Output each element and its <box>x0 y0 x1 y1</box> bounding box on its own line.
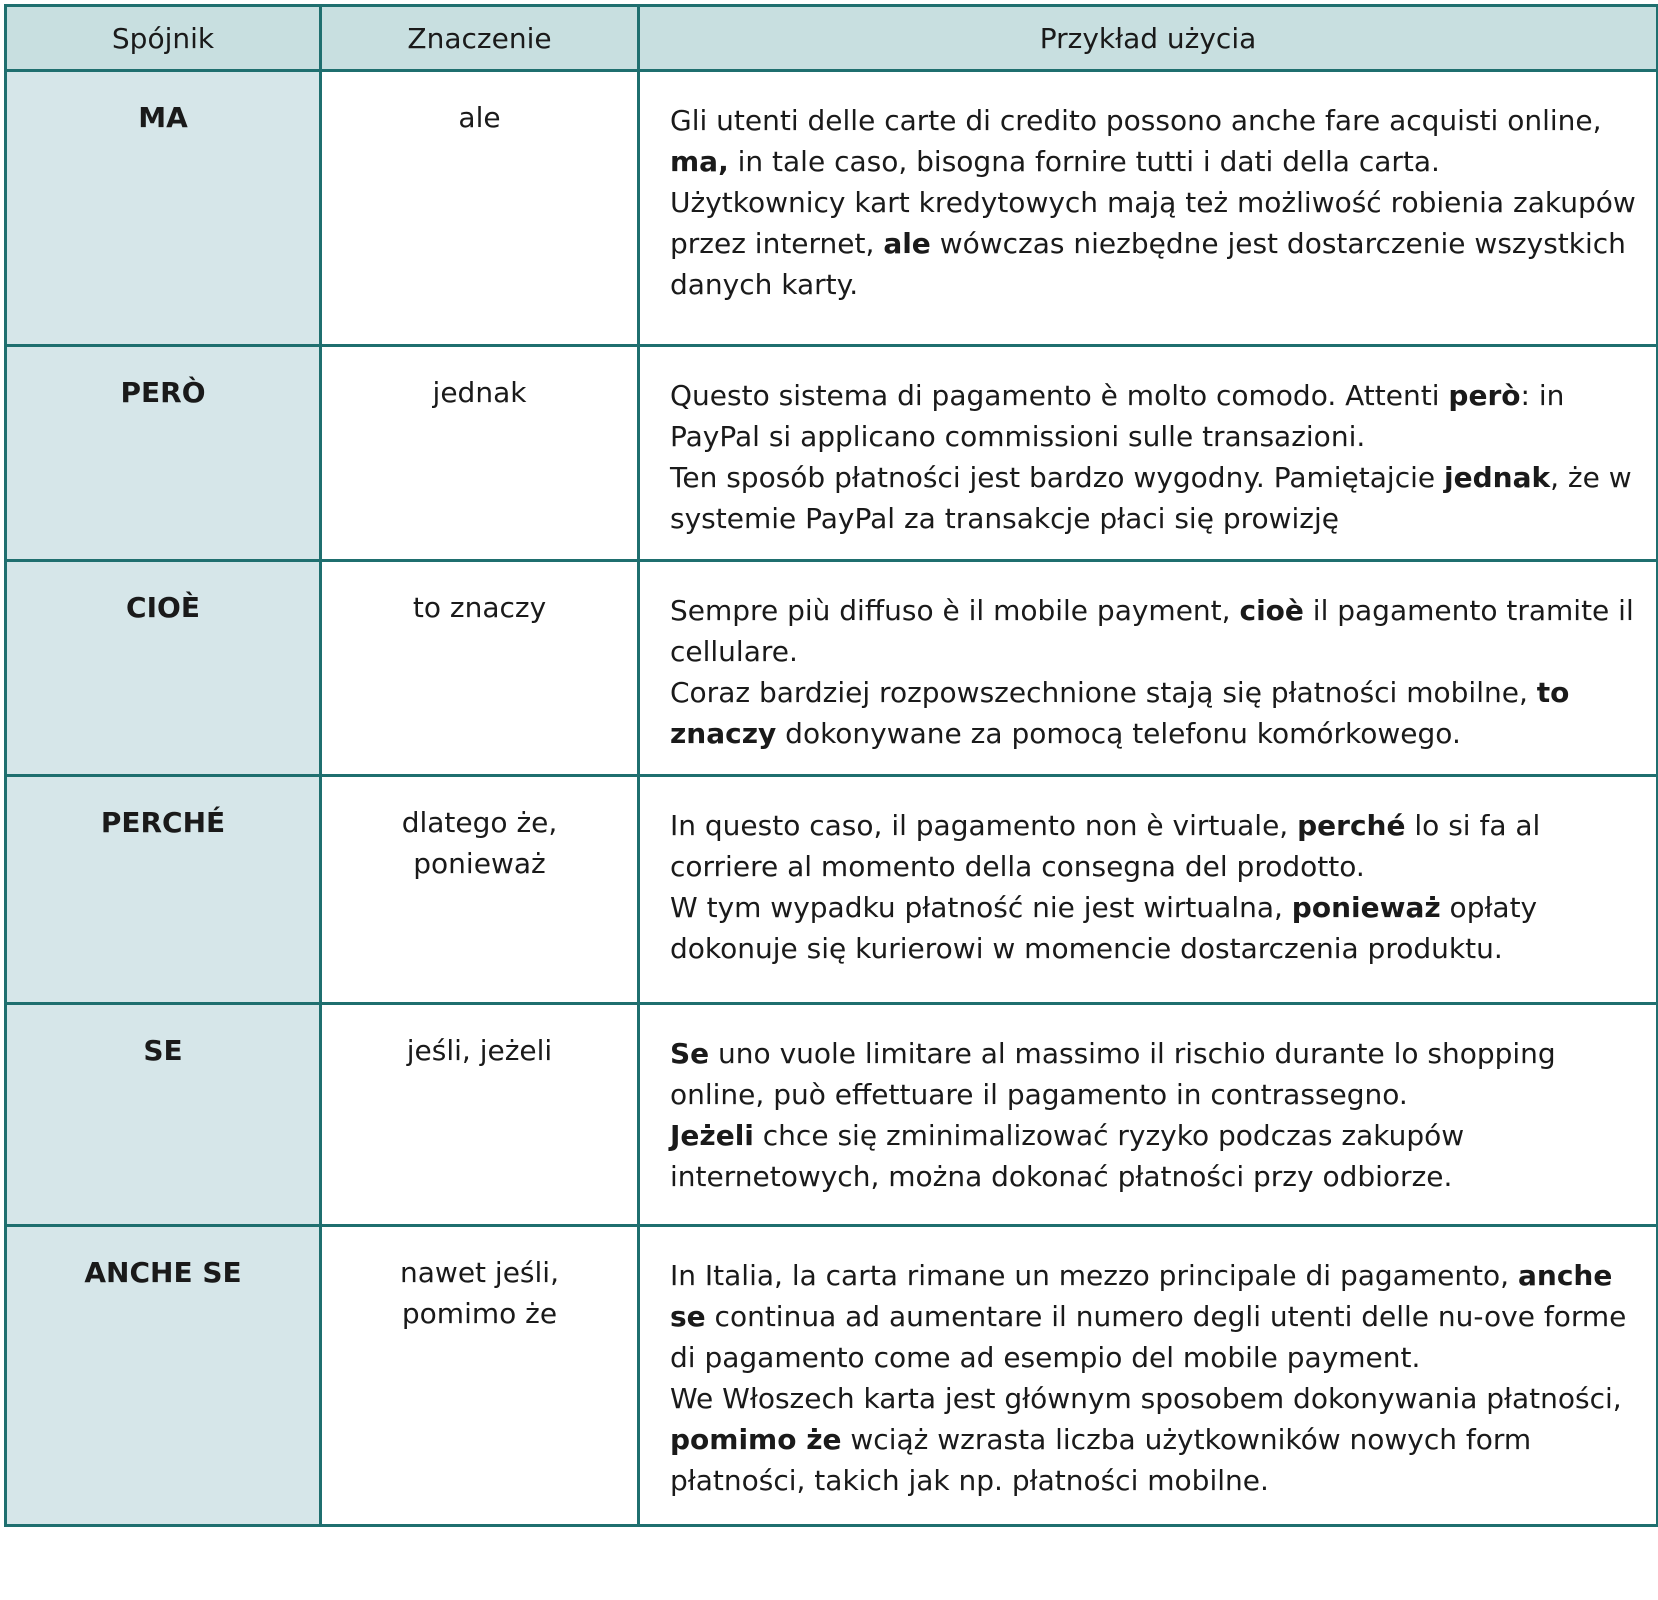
header-row <box>6 6 1658 71</box>
example-text: In Italia, la carta rimane un mezzo principale di pagamento, <box>670 1259 1518 1292</box>
conjunction-cell: PERCHÉ <box>6 776 321 1004</box>
example-keyword: to znaczy <box>670 676 1570 750</box>
example-text: Coraz bardziej rozpowszechnione stają się płatności mobilne, <box>670 676 1537 709</box>
table-row <box>6 561 1658 776</box>
example-italian <box>670 805 1646 887</box>
example-text: W tym wypadku płatność nie jest wirtualna, <box>670 891 1292 924</box>
example-keyword: jednak <box>1444 461 1551 494</box>
example-text: Ten sposób płatności jest bardzo wygodny. Pamiętajcie <box>670 461 1444 494</box>
example-text: We Włoszech karta jest głównym sposobem dokonywania płatności, <box>670 1382 1622 1415</box>
example-text: wówczas niezbędne jest dostarczenie wszystkich danych karty. <box>670 227 1626 301</box>
example-italian <box>670 100 1646 182</box>
example-text: il pagamento tramite il cellulare. <box>670 594 1634 668</box>
meaning-line: ale <box>458 101 501 134</box>
example-italian <box>670 375 1646 457</box>
example-polish <box>670 672 1646 754</box>
example-polish <box>670 182 1646 305</box>
example-polish <box>670 1378 1646 1501</box>
example-text: lo si fa al corriere al momento della consegna del prodotto. <box>670 809 1541 883</box>
example-text: Questo sistema di pagamento è molto comodo. Attenti <box>670 379 1449 412</box>
table-row <box>6 776 1658 1004</box>
example-keyword: Jeżeli <box>670 1119 754 1152</box>
meaning-line: nawet jeśli, <box>400 1256 559 1289</box>
example-cell <box>639 1226 1658 1526</box>
example-polish <box>670 1115 1646 1197</box>
example-text: Użytkownicy kart kredytowych mają też możliwość robienia zakupów przez internet, <box>670 186 1636 260</box>
table-row <box>6 346 1658 561</box>
example-text: In questo caso, il pagamento non è virtuale, <box>670 809 1298 842</box>
meaning-cell <box>321 776 639 1004</box>
conjunction-cell: PERÒ <box>6 346 321 561</box>
example-keyword: ale <box>883 227 931 260</box>
header-example: Przykład użycia <box>639 6 1658 71</box>
example-keyword: anche se <box>670 1259 1613 1333</box>
table-row <box>6 1004 1658 1226</box>
example-polish <box>670 457 1646 539</box>
example-keyword: perché <box>1297 809 1406 842</box>
example-text: chce się zminimalizować ryzyko podczas zakupów internetowych, można dokonać płatności przy odbiorze. <box>670 1119 1465 1193</box>
example-text: : in PayPal si applicano commissioni sulle transazioni. <box>670 379 1565 453</box>
example-text: wciąż wzrasta liczba użytkowników nowych form płatności, takich jak np. płatności mobilne. <box>670 1423 1532 1497</box>
header-meaning: Znaczenie <box>321 6 639 71</box>
meaning-cell <box>321 561 639 776</box>
example-text: Sempre più diffuso è il mobile payment, <box>670 594 1240 627</box>
example-italian <box>670 1255 1646 1378</box>
meaning-cell <box>321 1226 639 1526</box>
example-italian <box>670 1033 1646 1115</box>
example-italian <box>670 590 1646 672</box>
example-keyword: Se <box>670 1037 710 1070</box>
conjunction-cell: SE <box>6 1004 321 1226</box>
example-keyword: ponieważ <box>1291 891 1441 924</box>
conjunction-cell: CIOÈ <box>6 561 321 776</box>
meaning-line: jeśli, jeżeli <box>406 1034 553 1067</box>
example-text: continua ad aumentare il numero degli utenti delle nu-ove forme di pagamento come ad esempio del mobile payment. <box>670 1300 1627 1374</box>
meaning-line: ponieważ <box>413 847 546 880</box>
example-keyword: pomimo że <box>670 1423 842 1456</box>
example-text: dokonywane za pomocą telefonu komórkowego. <box>776 717 1461 750</box>
example-cell <box>639 1004 1658 1226</box>
example-text: Gli utenti delle carte di credito possono anche fare acquisti online, <box>670 104 1602 137</box>
table-row <box>6 71 1658 346</box>
example-cell <box>639 71 1658 346</box>
example-keyword: ma, <box>670 145 729 178</box>
meaning-cell <box>321 1004 639 1226</box>
example-text: opłaty dokonuje się kurierowi w momencie dostarczenia produktu. <box>670 891 1538 965</box>
example-cell <box>639 561 1658 776</box>
conjunction-cell: ANCHE SE <box>6 1226 321 1526</box>
example-keyword: però <box>1448 379 1521 412</box>
example-polish <box>670 887 1646 969</box>
table-body <box>6 71 1658 1526</box>
example-cell <box>639 776 1658 1004</box>
example-text: uno vuole limitare al massimo il rischio durante lo shopping online, può effettuare il pagamento in contrassegno. <box>670 1037 1556 1111</box>
example-text: in tale caso, bisogna fornire tutti i dati della carta. <box>728 145 1440 178</box>
meaning-line: pomimo że <box>401 1297 558 1330</box>
meaning-cell <box>321 346 639 561</box>
meaning-line: dlatego że, <box>401 806 558 839</box>
meaning-cell <box>321 71 639 346</box>
table-row <box>6 1226 1658 1526</box>
meaning-line: to znaczy <box>412 591 547 624</box>
header-conjunction: Spójnik <box>6 6 321 71</box>
conjunction-cell: MA <box>6 71 321 346</box>
example-cell <box>639 346 1658 561</box>
conjunctions-table <box>4 4 1658 1527</box>
example-text: , że w systemie PayPal za transakcje płaci się prowizję <box>670 461 1632 535</box>
meaning-line: jednak <box>432 376 527 409</box>
example-keyword: cioè <box>1239 594 1304 627</box>
